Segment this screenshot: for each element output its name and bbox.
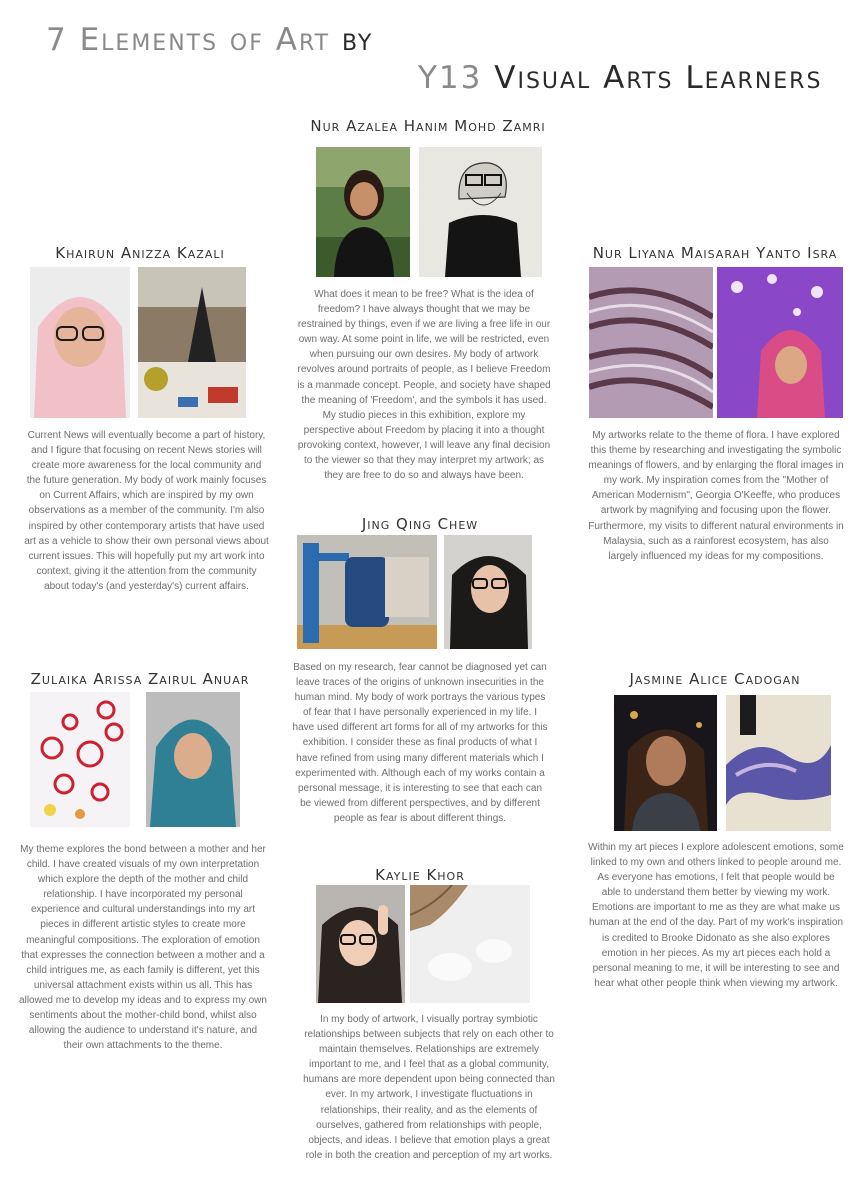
artist-portrait-photo xyxy=(444,535,532,649)
artwork-photo xyxy=(30,692,130,827)
artist-statement: In my body of artwork, I visually portray symbiotic relationships between subjects that rely on each other to maintain themselves. Relationships are extremely important to me, and I feel that as a global community, humans are more dependent upon being connected than ever. In my artwork, I investigate fluctuations in relationships, their reality, and as the elements of ourselves, gathered from relationships with people, objects, and ideas. I believe that emotion plays a great role in both the creation and perception of my art works. xyxy=(303,1014,555,1161)
artwork-photo xyxy=(419,147,542,277)
artist-statement: What does it mean to be free? What is the idea of freedom? I have always thought that we may be restrained by things, even if we are living a free life in our own way. At some point in life, we will be restricted, even when pursuing our own desires. My body of artwork revolves around portraits of people, as I believe Freedom is a manmade concept. People, and society have shaped the meaning of 'Freedom', and the symbols it has used. My studio pieces in this exhibition, explore my perspective about Freedom by placing it into a thought provoking context, however, I will leave any final decision to the viewer so that they may interpret my artwork; as they are free to do so and always have been. xyxy=(297,289,551,482)
artist-portrait-photo xyxy=(146,692,240,827)
artist-name: Zulaika Arissa Zairul Anuar xyxy=(30,670,250,688)
title-text: by xyxy=(341,22,374,58)
artist-name: Kaylie Khor xyxy=(375,866,465,884)
title-text: Y13 xyxy=(418,60,483,96)
artwork-photo xyxy=(410,885,530,1003)
title-text: Visual Arts Learners xyxy=(494,60,823,96)
artwork-photo xyxy=(589,267,713,418)
page-title-line-1 xyxy=(46,22,373,58)
page-title-line-2 xyxy=(418,60,822,96)
artist-name: Jing Qing Chew xyxy=(361,515,479,533)
artist-statement: My theme explores the bond between a mother and her child. I have created visuals of my own interpretation which explore the depth of the mother and child relationship. I have incorporated my personal experience and cultural understandings into my art pieces in different artistic styles to create more meaningful compositions. The exploration of emotion that expresses the connection between a mother and a child intrigues me, as each family is different, yet this universal attachment exists within us all. This has allowed me to develop my ideas and to express my own sentiments about the mother-child bond, whilst also allowing the audience to understand it's nature, and their own attachments to the theme. xyxy=(19,844,267,1052)
artist-portrait-photo xyxy=(30,267,130,418)
artist-name: Nur Liyana Maisarah Yanto Isra xyxy=(592,244,838,262)
artist-portrait-photo xyxy=(614,695,717,831)
title-text: 7 Elements of Art xyxy=(46,22,331,58)
artist-name: Jasmine Alice Cadogan xyxy=(629,670,801,688)
artist-statement: Current News will eventually become a part of history, and I figure that focusing on recent News stories will create more awareness for the local community and the future generation. My body of work mainly focuses on Current Affairs, which are inspired by my own observations as a member of the community. I'm also inspired by other contemporary artists that have used art as a vehicle to show their own personal views about current issues. This will hopefully put my art work into context, giving it the attention from the community about today's (and yesterday's) current affairs. xyxy=(24,430,269,592)
artist-name: Khairun Anizza Kazali xyxy=(55,244,225,262)
artwork-photo xyxy=(138,267,246,418)
artist-statement: Within my art pieces I explore adolescent emotions, some linked to my own and others linked to people around me. As everyone has emotions, I felt that people would be able to understand them better by viewing my work. Emotions are important to me as they are what make us human at the end of the day. Part of my work's inspiration is credited to Brooke Didonato as she also explores emotion in her pieces. As my art pieces each hold a personal meaning to me, it will be interesting to see and hear what other people think when viewing my artwork. xyxy=(588,842,844,989)
artwork-photo xyxy=(726,695,831,831)
artist-statement: Based on my research, fear cannot be diagnosed yet can leave traces of the origins of unknown insecurities in the human mind. My body of work portrays the various types of fear that I have personally experienced in my life. I have used different art forms for all of my artworks for this exhibition. I consider these as final products of what I have refined from using many different materials which I experimented with. Although each of my works contain a personal message, it is interesting to see that each can be viewed from different perspectives, and by different people as fear is about different things. xyxy=(292,662,548,824)
artist-portrait-photo xyxy=(316,885,405,1003)
artist-portrait-photo xyxy=(717,267,843,418)
artist-portrait-photo xyxy=(316,147,410,277)
artist-name: Nur Azalea Hanim Mohd Zamri xyxy=(310,117,546,135)
artist-statement: My artworks relate to the theme of flora. I have explored this theme by researching and investigating the symbolic meanings of flowers, and by enlarging the floral images in my work. My inspiration comes from the "Mother of American Modernism", Georgia O'Keeffe, who produces artwork by magnifying and focusing upon the flower. Furthermore, my visits to different natural environments in Malaysia, such as a rainforest ecosystem, has also largely influenced my ideas for my compositions. xyxy=(588,430,844,562)
artwork-photo xyxy=(297,535,437,649)
